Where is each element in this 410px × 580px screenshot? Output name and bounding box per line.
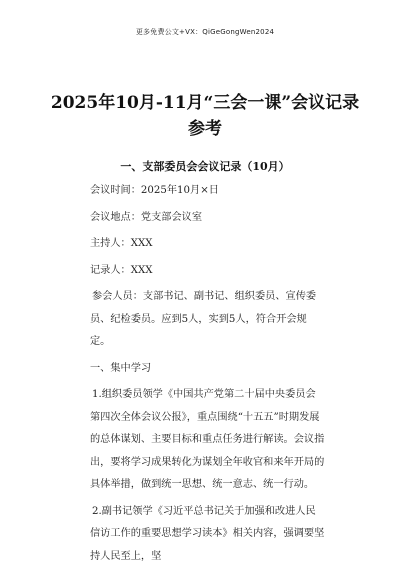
meeting-attendees: 参会人员：支部书记、副书记、组织委员、宣传委员、纪检委员。应到5人，实到5人，符合开会规定。 (90, 291, 317, 347)
meeting-place: 会议地点：党支部会议室 (90, 211, 203, 223)
document-title (40, 90, 370, 142)
meeting-time: 会议时间：2025年10月×日 (90, 185, 219, 196)
document-title-line-2: 参考 (188, 119, 222, 139)
document-title-line-1: 2025年10月-11月“三会一课”会议记录 (50, 93, 360, 113)
study-item-2: 2.副书记领学《习近平总书记关于加强和改进人民信访工作的重要思想学习读本》相关内容，强调要坚持人民至上，坚 (90, 505, 325, 562)
document-body (90, 180, 325, 568)
header-note: 更多免费公文+VX：QiGeGongWen2024 (135, 28, 275, 36)
meeting-recorder: 记录人：XXX (90, 264, 153, 276)
meeting-host: 主持人：XXX (90, 238, 153, 249)
section-title: 一、支部委员会会议记录（10月） (120, 160, 290, 173)
sub-heading-study: 一、集中学习 (90, 362, 152, 374)
study-item-1: 1.组织委员领学《中国共产党第二十届中央委员会第四次全体会议公报》，重点围绕“十五五”时期发展的总体谋划、主要目标和重点任务进行解读。会议指出，要将学习成果转化为谋划全年收官和来年开局的具体举措，做到统一思想、统一意志、统一行动。 (90, 389, 325, 490)
